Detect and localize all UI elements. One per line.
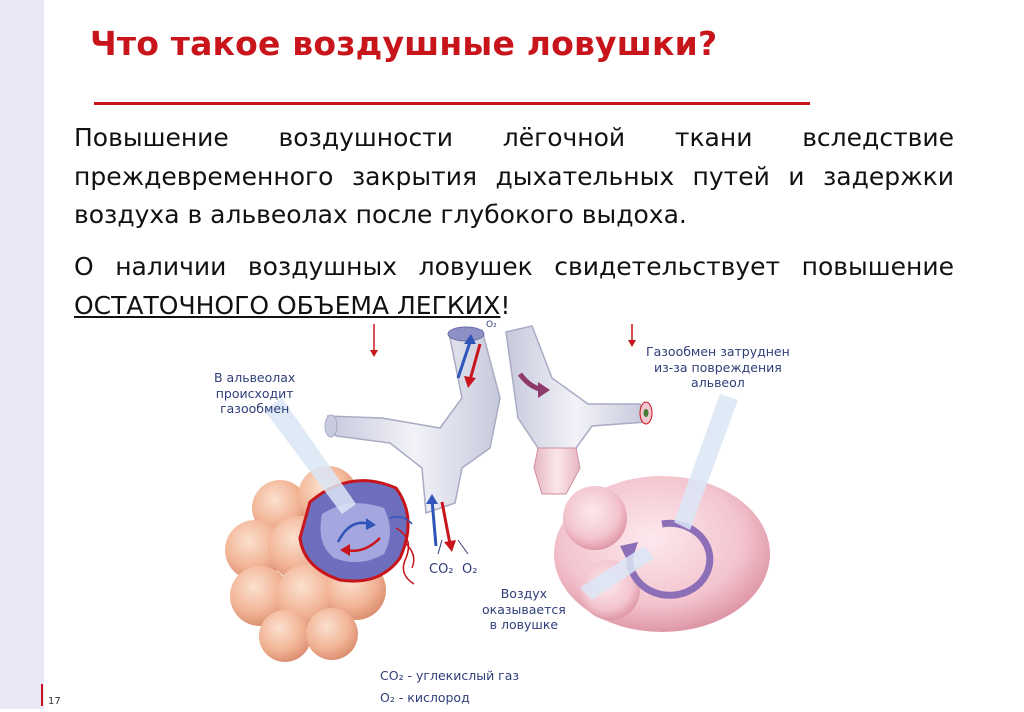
legend-co2: CO₂ - углекислый газ (380, 668, 520, 683)
gas-co2-label: CO₂ (429, 562, 454, 577)
gas-o2-label: O₂ (462, 562, 478, 577)
damaged-airway (506, 326, 652, 494)
label-air-trapped (482, 586, 566, 633)
evidence-suffix: ! (500, 290, 511, 320)
label-gas-exchange (214, 370, 295, 417)
label-gas-exchange-line1: В альвеолах (214, 370, 296, 385)
slide-number: 17 (48, 696, 61, 707)
top-arrow-right (628, 324, 636, 347)
label-impaired-line3: альвеол (691, 375, 745, 390)
label-impaired-line1: Газообмен затруднен (646, 344, 790, 359)
residual-volume-emphasis: ОСТАТОЧНОГО ОБЪЕМА ЛЕГКИХ (74, 290, 501, 320)
top-arrow-left (370, 324, 378, 357)
healthy-alveoli (225, 466, 414, 662)
definition-paragraph: Повышение воздушности лёгочной ткани вследствие преждевременного закрытия дыхательных путей и задержки воздуха в альвеолах после глубокого выдоха. (74, 123, 954, 229)
label-gas-exchange-line2: происходит (215, 385, 294, 401)
label-impaired-exchange (646, 344, 790, 391)
label-gas-exchange-line3: газообмен (220, 401, 290, 416)
gas-o2-small-label: O₂ (486, 320, 497, 330)
evidence-paragraph (74, 248, 954, 325)
evidence-text: О наличии воздушных ловушек свидетельствует повышение (74, 252, 954, 281)
damaged-alveolus (554, 476, 770, 632)
label-trapped-line1: Воздух (500, 586, 548, 601)
air-trapping-illustration (200, 318, 820, 708)
title-underline (94, 102, 810, 105)
slide-left-bar (0, 0, 44, 709)
label-trapped-line2: оказывается (482, 601, 566, 617)
slide-title: Что такое воздушные ловушки? (90, 24, 718, 63)
legend-o2: O₂ - кислород (380, 690, 470, 705)
slide-number-mark (41, 684, 43, 706)
label-trapped-line3: в ловушке (489, 617, 559, 632)
label-impaired-line2: из-за повреждения (654, 359, 782, 375)
